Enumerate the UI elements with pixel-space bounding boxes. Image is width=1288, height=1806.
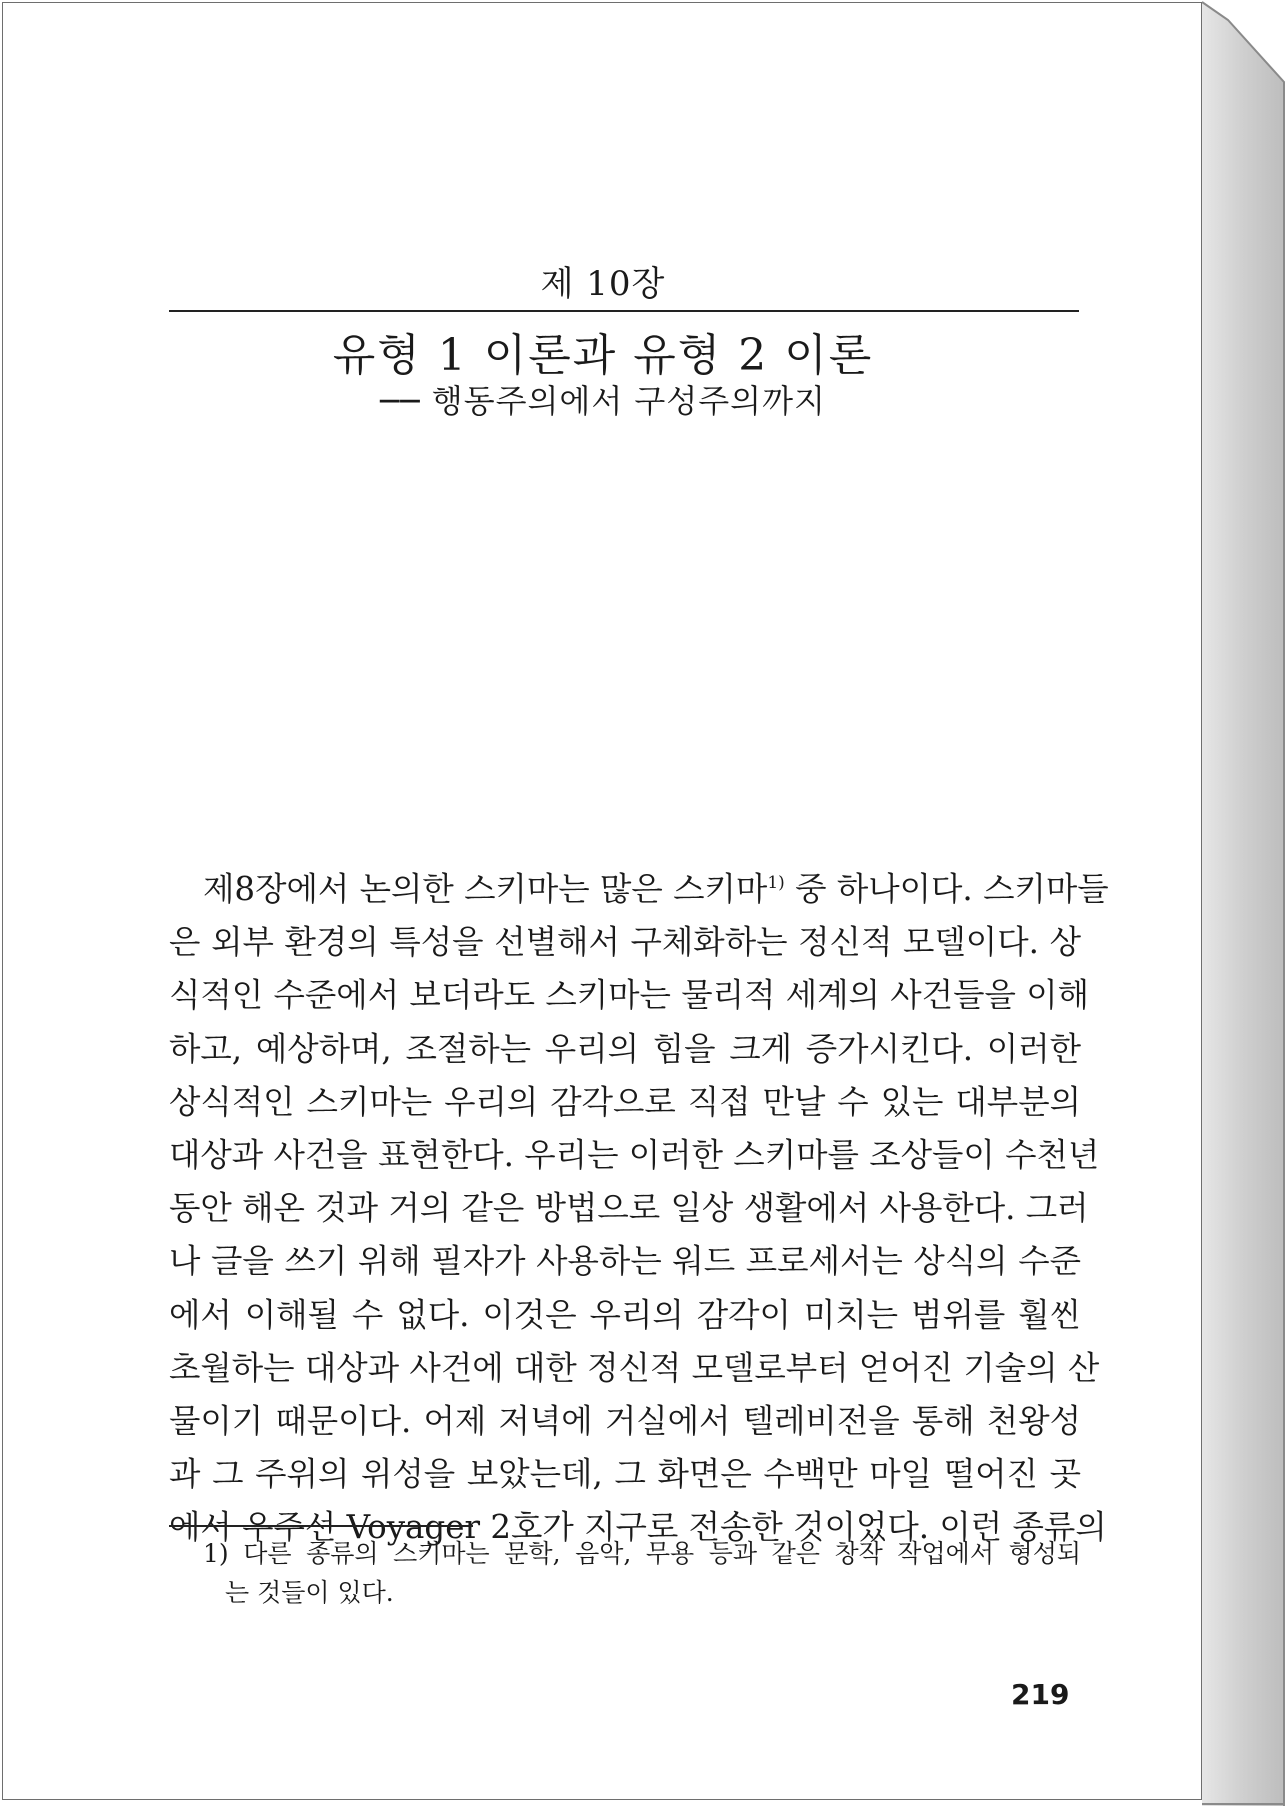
footnote-line-1: 1) 다른 종류의 스키마는 문학, 음악, 무용 등과 같은 창작 작업에서 형성되 (203, 1539, 1081, 1568)
book-edge (1202, 0, 1288, 1806)
book-edge-graphic (1202, 0, 1288, 1806)
body-text (169, 863, 1109, 1554)
footnote-reference: 1) (767, 873, 785, 894)
body-line: 물이기 때문이다. 어제 저녁에 거실에서 텔레비전을 통해 천왕성 (169, 1401, 1081, 1440)
body-line: 에서 이해될 수 없다. 이것은 우리의 감각이 미치는 범위를 훨씬 (169, 1295, 1081, 1334)
body-line: 나 글을 쓰기 위해 필자가 사용하는 워드 프로세서는 상식의 수준 (169, 1242, 1081, 1281)
body-line: 동안 해온 것과 거의 같은 방법으로 일상 생활에서 사용한다. 그러 (169, 1189, 1089, 1228)
body-line: 에서 우주선 Voyager 2호가 지구로 전송한 것이었다. 이런 종류의 (169, 1508, 1107, 1547)
footnote-line-2: 는 것들이 있다. (225, 1578, 394, 1607)
page-number: 219 (1011, 1678, 1070, 1711)
chapter-divider (169, 310, 1079, 312)
book-page (2, 2, 1202, 1800)
body-line: 초월하는 대상과 사건에 대한 정신적 모델로부터 얻어진 기술의 산 (169, 1348, 1100, 1387)
body-line-1: 제8장에서 논의한 스키마는 많은 스키마$^{1)}$ 중 하나이다. 스키마들 (203, 870, 1109, 908)
chapter-subtitle: ── 행동주의에서 구성주의까지 (380, 382, 826, 420)
body-line: 대상과 사건을 표현한다. 우리는 이러한 스키마를 조상들이 수천년 (169, 1135, 1100, 1174)
body-line: 하고, 예상하며, 조절하는 우리의 힘을 크게 증가시킨다. 이러한 (169, 1029, 1081, 1068)
footnote-divider (169, 1525, 473, 1527)
chapter-title: 유형 1 이론과 유형 2 이론 (332, 330, 874, 381)
body-line: 식적인 수준에서 보더라도 스키마는 물리적 세계의 사건들을 이해 (169, 976, 1089, 1015)
footnote (203, 1534, 1081, 1612)
body-line: 은 외부 환경의 특성을 선별해서 구체화하는 정신적 모델이다. 상 (169, 923, 1081, 962)
body-line: 과 그 주위의 위성을 보았는데, 그 화면은 수백만 마일 떨어진 곳 (169, 1455, 1081, 1494)
chapter-label: 제 10장 (540, 264, 666, 304)
body-line: 상식적인 스키마는 우리의 감각으로 직접 만날 수 있는 대부분의 (169, 1082, 1081, 1121)
